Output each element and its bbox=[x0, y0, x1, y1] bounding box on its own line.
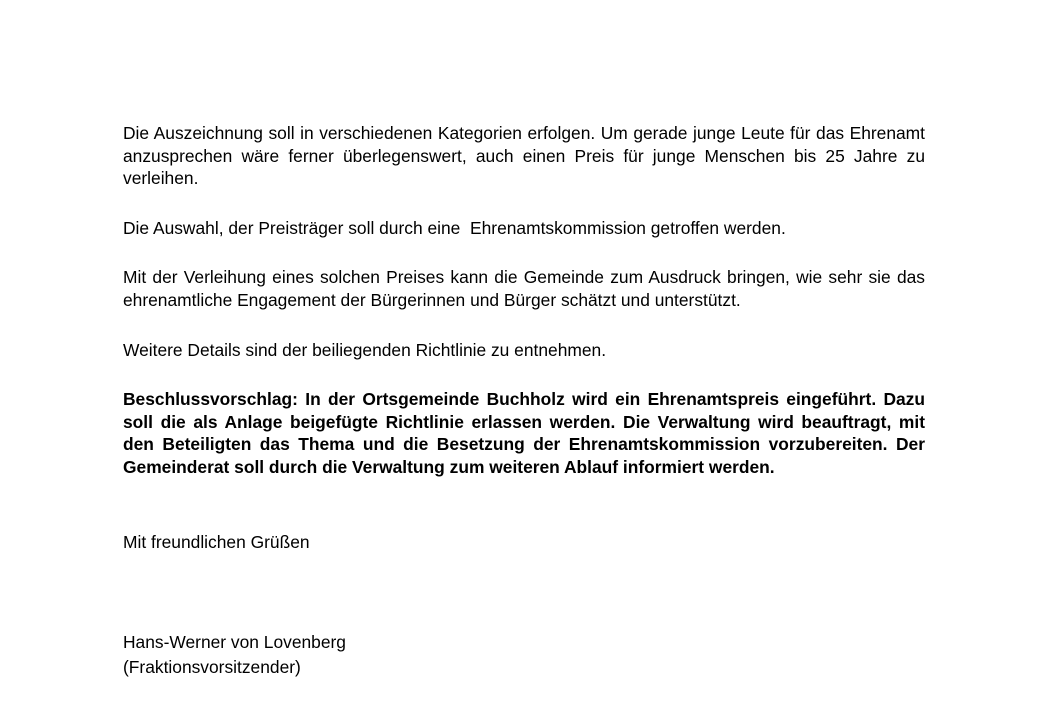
resolution-proposal: Beschlussvorschlag: In der Ortsgemeinde Buchholz wird ein Ehrenamtspreis eingeführt. Dazu soll die als Anlage beigefügte Richtlinie erlassen werden. Die Verwaltung wird beauftragt, mit den Beteiligten das Thema und die Besetzung der Ehrenamtskommission vorzubereiten. Der Gemeinderat soll durch die Verwaltung zum weiteren Ablauf informiert werden. bbox=[123, 389, 925, 477]
signature-role: (Fraktionsvorsitzender) bbox=[123, 657, 301, 678]
signature-block bbox=[123, 630, 925, 680]
paragraph-details: Weitere Details sind der beiliegenden Richtlinie zu entnehmen. bbox=[123, 339, 607, 360]
paragraph-categories: Die Auszeichnung soll in verschiedenen Kategorien erfolgen. Um gerade junge Leute für das Ehrenamt anzusprechen wäre ferner überlegenswert, auch einen Preis für junge Menschen bis 25 Jahre zu verleihen. bbox=[123, 123, 925, 189]
closing-greeting: Mit freundlichen Grüßen bbox=[123, 531, 310, 552]
signature-name: Hans-Werner von Lovenberg bbox=[123, 632, 346, 653]
document-body bbox=[123, 122, 925, 680]
paragraph-selection: Die Auswahl, der Preisträger soll durch eine Ehrenamtskommission getroffen werden. bbox=[123, 217, 786, 238]
paragraph-award-purpose: Mit der Verleihung eines solchen Preises kann die Gemeinde zum Ausdruck bringen, wie sehr sie das ehrenamtliche Engagement der Bürgerinnen und Bürger schätzt und unterstützt. bbox=[123, 267, 925, 310]
